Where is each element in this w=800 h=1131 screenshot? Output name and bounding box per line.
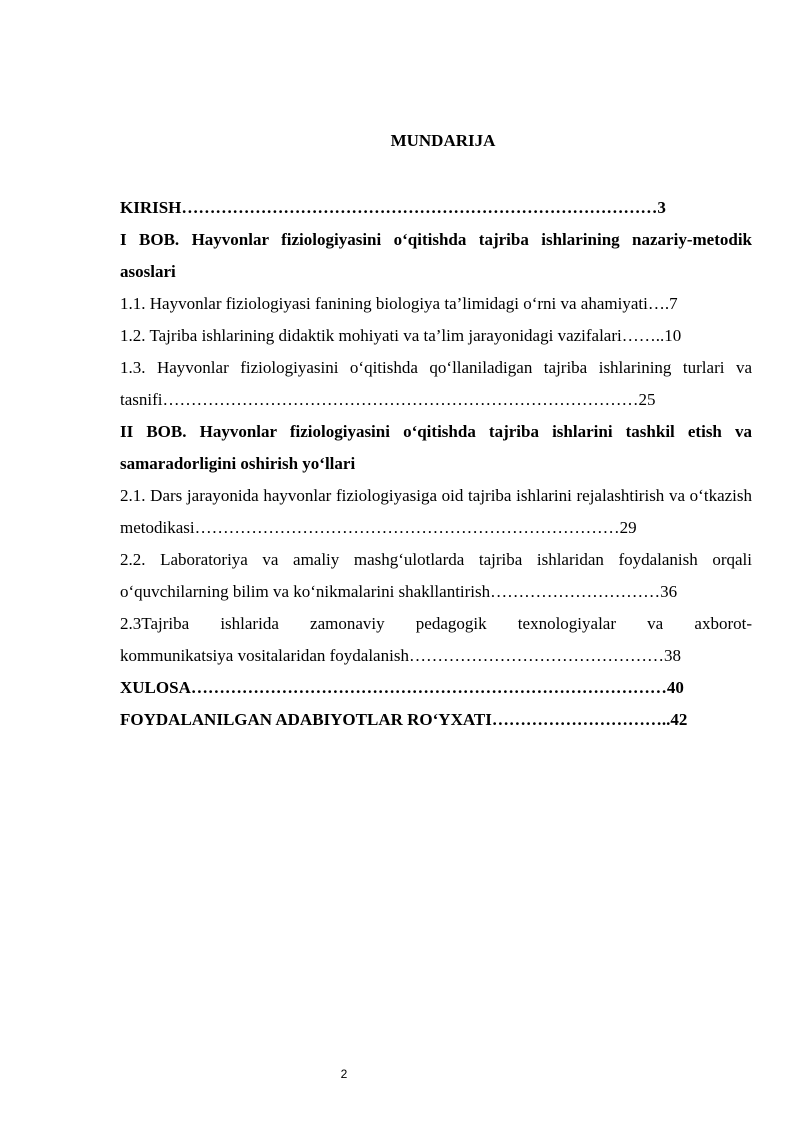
toc-entry-kirish: KIRISH…………………………………………………………………………3 [120,198,666,217]
toc-entry-xulosa: XULOSA…………………………………………………………………………40 [120,678,684,697]
table-of-contents [120,192,752,736]
page-number: 2 [340,1067,348,1081]
page-title: MUNDARIJA [390,131,496,150]
toc-section-1-2: 1.2. Tajriba ishlarining didaktik mohiyati va ta’lim jarayonidagi vazifalari……..10 [120,326,682,345]
toc-chapter-1: I BOB. Hayvonlar fiziologiyasini o‘qitishda tajriba ishlarining nazariy-metodik asoslari [120,230,752,281]
toc-entry-references: FOYDALANILGAN ADABIYOTLAR RO‘YXATI…………………………..42 [120,710,688,729]
toc-section-2-3-line-1: 2.3Tajriba ishlarida zamonaviy pedagogik texnologiyalar va axborot- [120,614,752,633]
toc-section-2-2: 2.2. Laboratoriya va amaliy mashg‘ulotlarda tajriba ishlaridan foydalanish orqali o‘quvchilarning bilim va ko‘nikmalarini shakllantirish…………………………36 [120,550,752,601]
toc-section-1-3: 1.3. Hayvonlar fiziologiyasini o‘qitishda qo‘llaniladigan tajriba ishlarining turlari va tasnifi…………………………………………………………………………25 [120,358,752,409]
toc-chapter-2: II BOB. Hayvonlar fiziologiyasini o‘qitishda tajriba ishlarini tashkil etish va samaradorligini oshirish yo‘llari [120,422,752,473]
toc-section-2-1: 2.1. Dars jarayonida hayvonlar fiziologiyasiga oid tajriba ishlarini rejalashtirish va o‘tkazish metodikasi…………………………………………………………………29 [120,486,752,537]
toc-section-1-1: 1.1. Hayvonlar fiziologiyasi fanining biologiya ta’limidagi o‘rni va ahamiyati….7 [120,294,678,313]
toc-section-2-3-line-2: kommunikatsiya vositalaridan foydalanish………………………………………38 [120,646,681,665]
